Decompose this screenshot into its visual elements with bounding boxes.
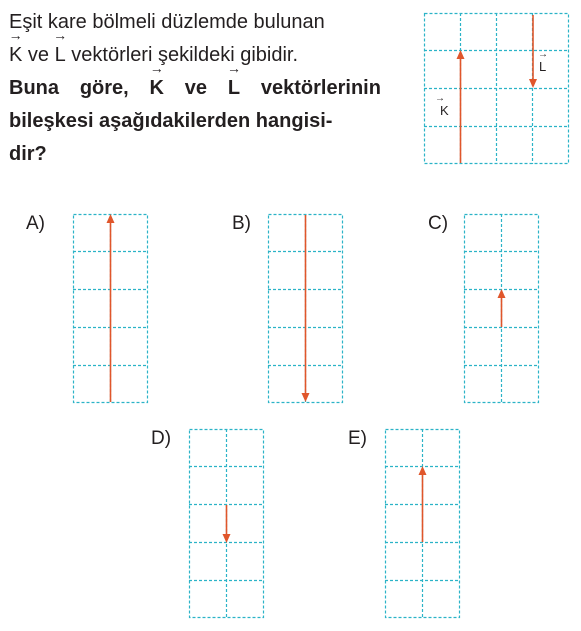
vector-k-arrow: [457, 50, 465, 163]
option-b-grid[interactable]: [268, 214, 344, 404]
vector-l-symbol-bold: → L: [228, 72, 240, 105]
vector-k-symbol-bold: → K: [150, 72, 164, 105]
question-line-2-rest: vektörleri şekildeki gibidir.: [71, 44, 299, 66]
option-a-grid[interactable]: [73, 214, 149, 404]
question-text: [9, 6, 389, 171]
option-e-grid[interactable]: [385, 429, 461, 619]
vector-l-arrow: [529, 15, 537, 88]
option-d-label[interactable]: D): [151, 428, 172, 449]
main-grid-lines: [424, 13, 569, 164]
option-d-grid[interactable]: [189, 429, 265, 619]
option-a-label[interactable]: A): [26, 213, 45, 234]
question-line-5: dir?: [9, 143, 47, 165]
question-word-vektorlerinin: vektörlerinin: [260, 77, 381, 99]
vector-k-label: K: [440, 103, 449, 118]
question-word-gore: göre,: [79, 77, 129, 99]
option-a-arrow: [107, 214, 115, 402]
option-d-arrow: [223, 505, 231, 543]
vector-k-label-arrow-icon: →: [435, 93, 445, 104]
vector-l-symbol: → L: [55, 39, 66, 72]
question-line-1: Eşit kare bölmeli düzlemde bulunan: [9, 11, 325, 33]
option-b-label[interactable]: B): [232, 213, 251, 234]
option-b-arrow: [302, 215, 310, 402]
vector-l-label: L: [539, 59, 547, 74]
question-word-ve-bold: ve: [184, 77, 208, 99]
option-c-arrow: [498, 289, 506, 327]
option-c-grid[interactable]: [464, 214, 540, 404]
option-e-label[interactable]: E): [348, 428, 367, 449]
question-line-2: [9, 39, 389, 72]
option-c-label[interactable]: C): [428, 213, 449, 234]
question-line-3: [9, 72, 381, 105]
question-line-4: bileşkesi aşağıdakilerden hangisi-: [9, 110, 333, 132]
vector-k-symbol: → K: [9, 39, 22, 72]
vector-l-label-arrow-icon: →: [538, 49, 548, 60]
question-word-ve: ve: [27, 44, 50, 66]
main-vector-grid: [424, 13, 570, 165]
question-word-buna: Buna: [9, 77, 59, 99]
